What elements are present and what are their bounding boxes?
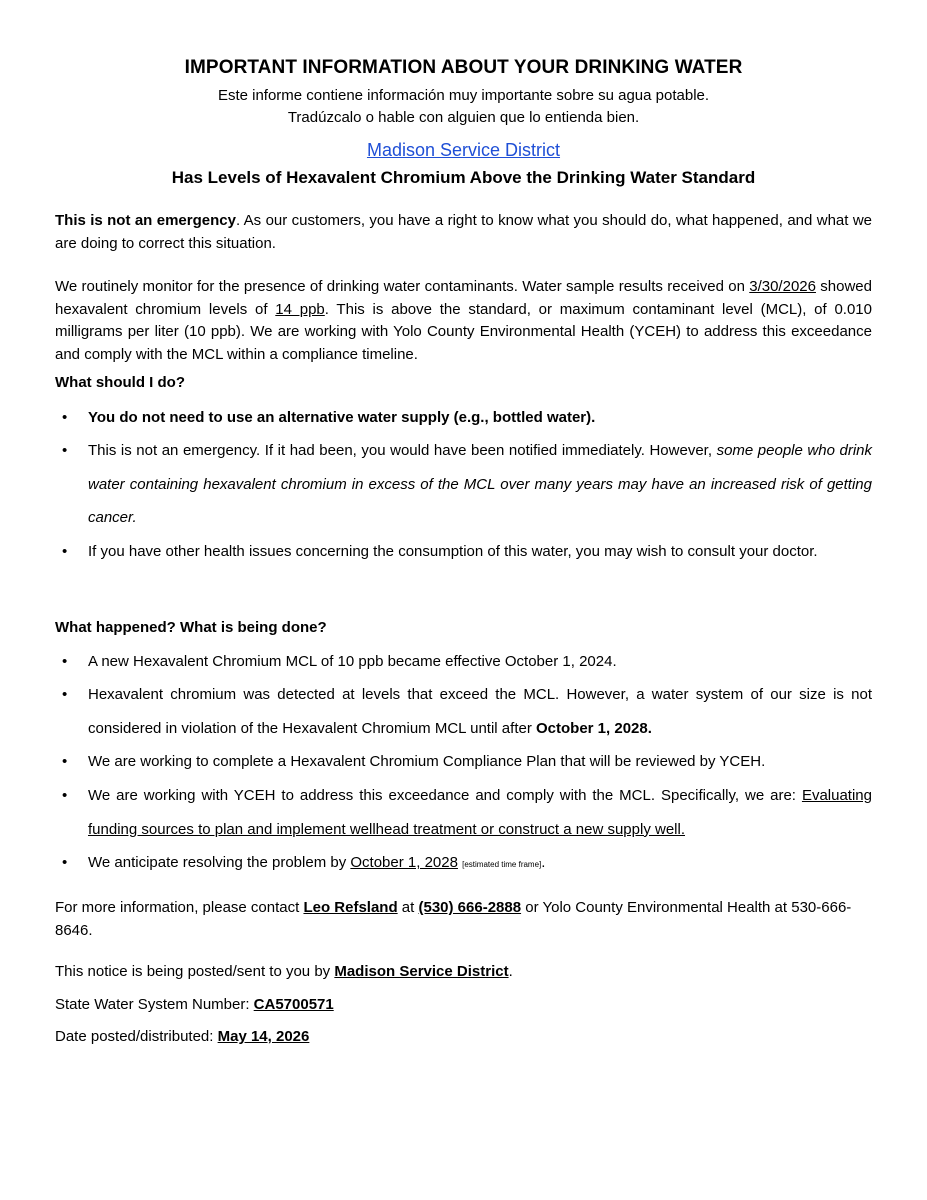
list-item [55, 745, 872, 779]
bullet-text: A new Hexavalent Chromium MCL of 10 ppb became effective October 1, 2024. [88, 653, 617, 670]
contact-text-2: at [397, 899, 419, 916]
period: . [508, 963, 513, 980]
bullet-text: We are working with YCEH to address this exceedance and comply with the MCL. Specifically, we are: [88, 787, 802, 804]
date-posted-line [55, 1028, 309, 1045]
monitor-text-3: . This is above the standard, or maximum contaminant level (MCL), of 0.010 milligrams per liter (10 ppb). We are working with Yolo County Environmental Health (YCEH) to address this exceedance and comply with the MCL within a compliance timeline. [55, 300, 872, 363]
list-item [55, 846, 872, 882]
bullet-icon: • [62, 442, 68, 459]
notice-subheading: Has Levels of Hexavalent Chromium Above the Drinking Water Standard [171, 168, 756, 187]
bullet-icon: • [62, 543, 68, 560]
system-number-line [55, 996, 334, 1013]
bullet-icon: • [62, 409, 68, 426]
bullet-text: If you have other health issues concerning the consumption of this water, you may wish to consult your doctor. [88, 543, 818, 560]
bullet-text: This is not an emergency. If it had been, you would have been notified immediately. However, [88, 442, 717, 459]
monitoring-paragraph [55, 276, 872, 366]
spanish-notice-line-1: Este informe contiene información muy importante sobre su agua potable. [217, 87, 710, 104]
monitor-text-2: showed hexavalent chromium levels of [55, 278, 872, 318]
contact-phone: (530) 666-2888 [418, 899, 522, 916]
system-number-value: CA5700571 [253, 996, 334, 1013]
intro-paragraph [55, 210, 872, 255]
list-item [55, 535, 872, 569]
bullet-icon: • [62, 686, 68, 703]
date-posted-label: Date posted/distributed: [55, 1028, 218, 1045]
contact-name: Leo Refsland [303, 899, 398, 916]
resolution-date: October 1, 2028 [350, 854, 458, 871]
contact-text-1: For more information, please contact [55, 899, 304, 916]
violation-date: October 1, 2028. [536, 719, 652, 737]
sample-date: 3/30/2026 [749, 278, 816, 295]
bullet-text: We anticipate resolving the problem by [88, 854, 351, 871]
chromium-level: 14 ppb [275, 300, 325, 318]
list-item [55, 645, 872, 679]
list-item [55, 678, 872, 745]
page-title: IMPORTANT INFORMATION ABOUT YOUR DRINKING WATER [184, 57, 743, 78]
list-item [55, 401, 872, 435]
bullet-text: Hexavalent chromium was detected at levels that exceed the MCL. However, a water system of our size is not considered in violation of the Hexavalent Chromium MCL until after [88, 686, 872, 737]
intro-text: . As our customers, you have a right to know what you should do, what happened, and what we are doing to correct this situation. [55, 212, 872, 252]
posting-district: Madison Service District [334, 963, 509, 980]
bullet-icon: • [62, 753, 68, 770]
spanish-notice-line-2: Tradúzcalo o hable con alguien que lo entienda bien. [287, 109, 640, 126]
posted-by-line [55, 963, 513, 980]
system-number-label: State Water System Number: [55, 996, 254, 1013]
date-posted-value: May 14, 2026 [217, 1028, 310, 1045]
list-item [55, 779, 872, 846]
bullet-italic-text: some people who drink water containing hexavalent chromium in excess of the MCL over many years may have an increased risk of getting cancer. [88, 442, 872, 526]
what-happened-heading: What happened? What is being done? [55, 619, 327, 636]
monitor-text-1: We routinely monitor for the presence of drinking water contaminants. Water sample results received on [55, 278, 750, 295]
bullet-icon: • [62, 854, 68, 871]
action-plan-text: Evaluating funding sources to plan and implement wellhead treatment or construct a new supply well. [88, 787, 872, 838]
intro-bold: This is not an emergency [55, 212, 236, 229]
estimate-note: [estimated time frame] [462, 860, 542, 869]
bullet-icon: • [62, 653, 68, 670]
district-name [0, 140, 927, 161]
district-link[interactable]: Madison Service District [366, 140, 561, 160]
contact-paragraph [55, 897, 872, 942]
posted-text: This notice is being posted/sent to you by [55, 963, 335, 980]
contact-text-3: or Yolo County Environmental Health at 530-666-8646. [55, 899, 852, 939]
bullet-text: We are working to complete a Hexavalent Chromium Compliance Plan that will be reviewed by YCEH. [88, 753, 766, 770]
period: . [541, 854, 546, 871]
bullet-text: You do not need to use an alternative water supply (e.g., bottled water). [88, 409, 596, 426]
what-should-i-do-heading: What should I do? [55, 374, 185, 391]
bullet-icon: • [62, 787, 68, 804]
list-item [55, 434, 872, 535]
